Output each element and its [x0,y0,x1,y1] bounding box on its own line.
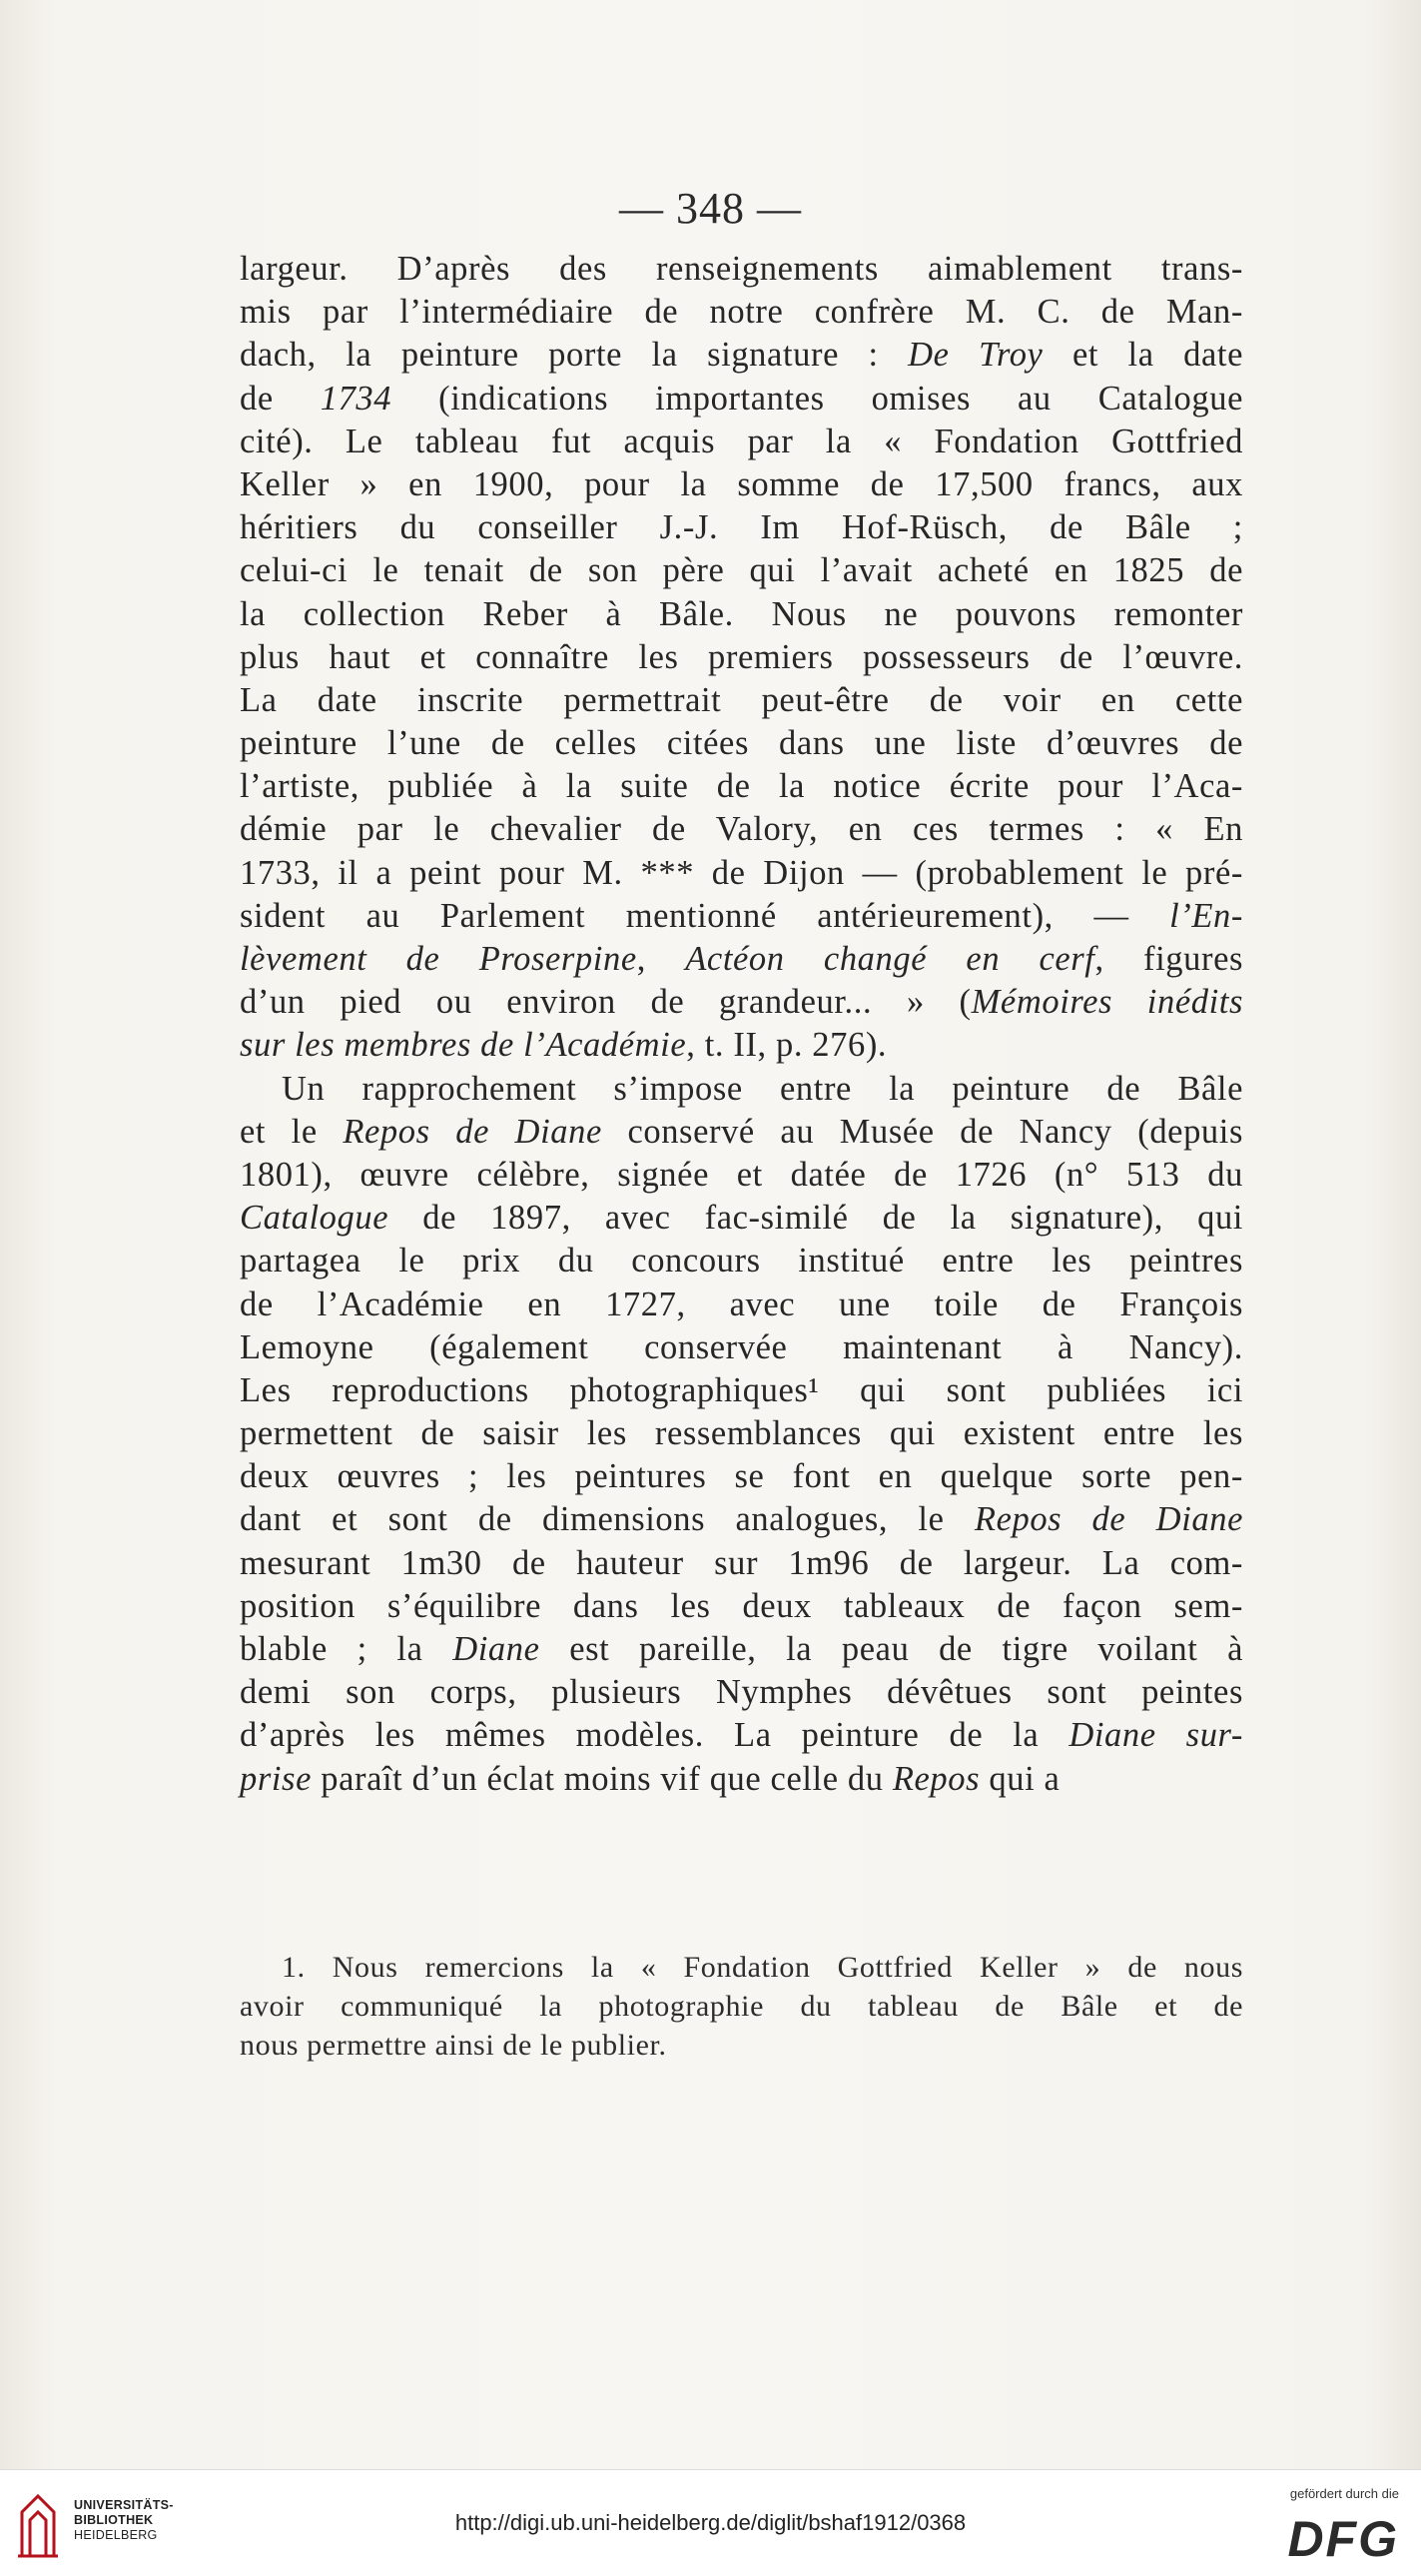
text-line: celui-ci le tenait de son père qui l’avait acheté en 1825 de [240,551,1243,590]
text-line: héritiers du conseiller J.-J. Im Hof-Rüsch, de Bâle ; [240,508,1243,547]
text-line: permettent de saisir les ressemblances qui existent entre les [240,1414,1243,1453]
text-line: dach, la peinture porte la signature : De Troy et la date [240,336,1243,375]
text-line: sident au Parlement mentionné antérieurement), — l’En- [240,896,1243,935]
text-line: position s’équilibre dans les deux tableaux de façon sem- [240,1586,1243,1625]
text-line: cité). Le tableau fut acquis par la « Fondation Gottfried [240,422,1243,460]
text-line: Catalogue de 1897, avec fac-similé de la signature), qui [240,1199,1243,1238]
text-line: demi son corps, plusieurs Nymphes dévêtues sont peintes [240,1673,1243,1712]
text-line: mis par l’intermédiaire de notre confrère M. C. de Man- [240,293,1243,332]
library-name-line-1: UNIVERSITÄTS- [74,2498,174,2512]
text-line: de l’Académie en 1727, avec une toile de François [240,1285,1243,1323]
text-line: et le Repos de Diane conservé au Musée de Nancy (depuis [240,1112,1243,1151]
text-line: prise paraît d’un éclat moins vif que celle du Repos qui a [240,1759,1061,1798]
text-line: l’artiste, publiée à la suite de la notice écrite pour l’Aca- [240,767,1243,806]
text-line: peinture l’une de celles citées dans une liste d’œuvres de [240,724,1243,763]
footnote-line: avoir communiqué la photographie du tableau de Bâle et de [240,1990,1243,2023]
text-line: plus haut et connaître les premiers possesseurs de l’œuvre. [240,637,1243,676]
library-name-line-3: HEIDELBERG [74,2528,158,2542]
text-line: partagea le prix du concours institué entre les peintres [240,1242,1243,1281]
dfg-logo: DFG [1287,2511,1399,2567]
text-line: de 1734 (indications importantes omises au Catalogue [240,379,1243,418]
text-line: Les reproductions photographiques¹ qui sont publiées ici [240,1370,1243,1409]
text-line: Lemoyne (également conservée maintenant à Nancy). [240,1327,1243,1366]
text-line: deux œuvres ; les peintures se font en quelque sorte pen- [240,1457,1243,1496]
footnote-line: nous permettre ainsi de le publier. [240,2029,667,2062]
funding-caption: gefördert durch die [1289,2486,1399,2501]
text-line: sur les membres de l’Académie, t. II, p. 276). [240,1026,888,1065]
viewer-footer [0,2469,1421,2576]
text-line: largeur. D’après des renseignements aimablement trans- [240,250,1243,288]
text-line: La date inscrite permettrait peut-être de voir en cette [240,680,1243,719]
text-line: 1733, il a peint pour M. *** de Dijon — (probablement le pré- [240,853,1243,892]
text-line: la collection Reber à Bâle. Nous ne pouvons remonter [240,594,1243,633]
text-line: Keller » en 1900, pour la somme de 17,500 francs, aux [240,464,1243,503]
text-line: démie par le chevalier de Valory, en ces termes : « En [240,810,1243,849]
text-line: blable ; la Diane est pareille, la peau de tigre voilant à [240,1630,1244,1668]
text-line: 1801), œuvre célèbre, signée et datée de 1726 (n° 513 du [240,1155,1243,1194]
body-text [240,248,1243,1801]
footnote [240,1948,1243,2065]
library-name-line-2: BIBLIOTHEK [74,2513,154,2527]
permalink-url[interactable]: http://digi.ub.uni-heidelberg.de/diglit/bshaf1912/0368 [454,2510,967,2535]
text-line: Un rapprochement s’impose entre la peinture de Bâle [282,1069,1243,1108]
text-line: lèvement de Proserpine, Actéon changé en cerf, figures [240,940,1244,978]
page-number: — 348 — [619,184,802,233]
text-line: d’après les mêmes modèles. La peinture de la Diane sur- [240,1716,1243,1755]
text-line: mesurant 1m30 de hauteur sur 1m96 de largeur. La com- [240,1543,1243,1582]
text-line: d’un pied ou environ de grandeur... » (Mémoires inédits [240,983,1243,1022]
footnote-line: 1. Nous remercions la « Fondation Gottfried Keller » de nous [282,1951,1243,1984]
text-line: dant et sont de dimensions analogues, le Repos de Diane [240,1500,1243,1539]
